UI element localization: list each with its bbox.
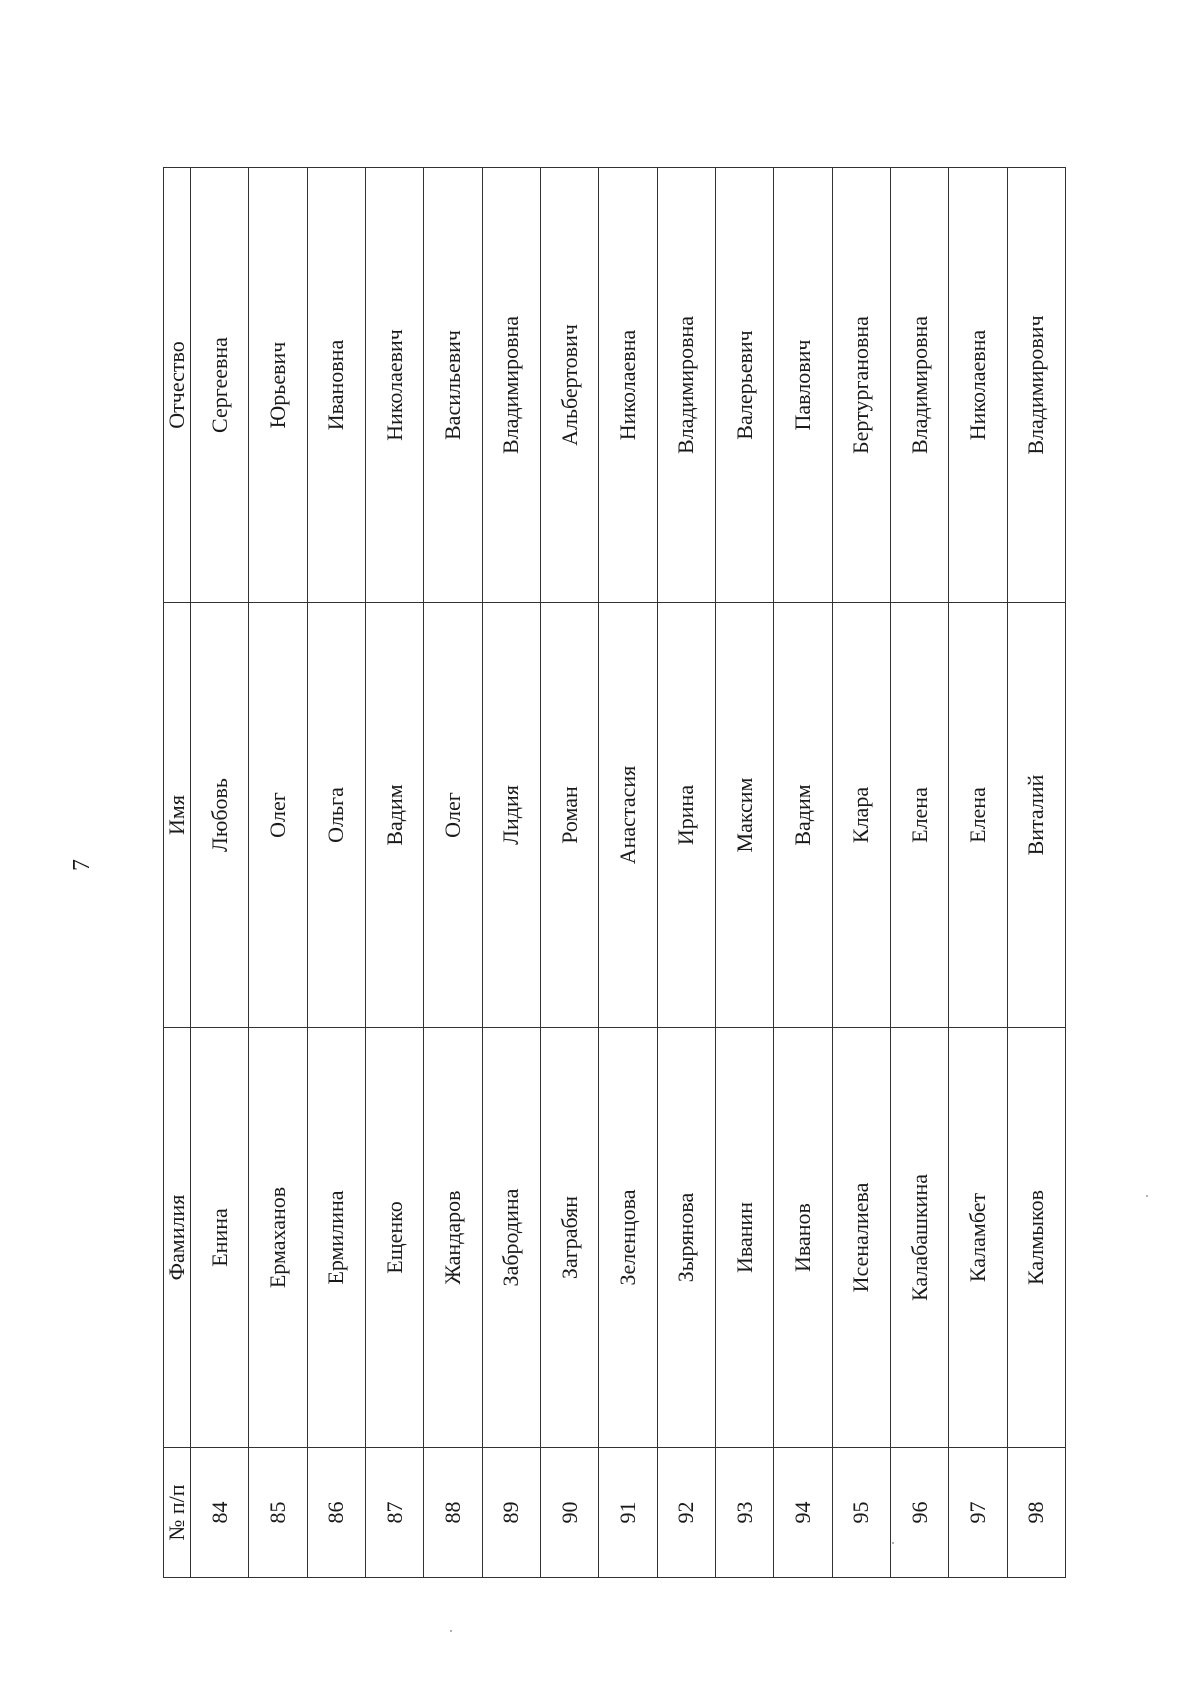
cell-number: 89 bbox=[482, 1448, 540, 1578]
cell-middle-name: Владимировна bbox=[482, 168, 540, 603]
cell-number: 94 bbox=[774, 1448, 832, 1578]
page-number: 7 bbox=[69, 859, 95, 871]
cell-first-name: Елена bbox=[949, 603, 1007, 1028]
cell-first-name: Любовь bbox=[191, 603, 249, 1028]
cell-first-name: Олег bbox=[249, 603, 307, 1028]
cell-middle-name: Владимирович bbox=[1007, 168, 1065, 603]
header-number: № п/п bbox=[164, 1448, 191, 1578]
cell-number: 96 bbox=[890, 1448, 948, 1578]
cell-middle-name: Бертургановна bbox=[832, 168, 890, 603]
cell-first-name: Анастасия bbox=[599, 603, 657, 1028]
cell-number: 91 bbox=[599, 1448, 657, 1578]
cell-first-name: Вадим bbox=[774, 603, 832, 1028]
cell-middle-name: Ивановна bbox=[307, 168, 365, 603]
cell-last-name: Исеналиева bbox=[832, 1028, 890, 1448]
table-row bbox=[249, 168, 307, 1578]
table-body bbox=[191, 168, 1066, 1578]
cell-last-name: Ещенко bbox=[365, 1028, 423, 1448]
table-row bbox=[1007, 168, 1065, 1578]
table-row bbox=[365, 168, 423, 1578]
cell-number: 95 bbox=[832, 1448, 890, 1578]
cell-first-name: Елена bbox=[890, 603, 948, 1028]
cell-last-name: Иванов bbox=[774, 1028, 832, 1448]
cell-last-name: Енина bbox=[191, 1028, 249, 1448]
cell-last-name: Калмыков bbox=[1007, 1028, 1065, 1448]
roster-table-container bbox=[163, 168, 1066, 1578]
cell-middle-name: Сергеевна bbox=[191, 168, 249, 603]
cell-number: 86 bbox=[307, 1448, 365, 1578]
cell-number: 88 bbox=[424, 1448, 482, 1578]
cell-number: 92 bbox=[657, 1448, 715, 1578]
table-row bbox=[949, 168, 1007, 1578]
cell-first-name: Вадим bbox=[365, 603, 423, 1028]
header-middle-name: Отчество bbox=[164, 168, 191, 603]
cell-number: 85 bbox=[249, 1448, 307, 1578]
cell-middle-name: Владимировна bbox=[657, 168, 715, 603]
scan-speck bbox=[1146, 1195, 1148, 1197]
cell-middle-name: Николаевна bbox=[599, 168, 657, 603]
cell-first-name: Клара bbox=[832, 603, 890, 1028]
cell-middle-name: Николаевич bbox=[365, 168, 423, 603]
cell-first-name: Максим bbox=[715, 603, 773, 1028]
cell-last-name: Заграбян bbox=[540, 1028, 598, 1448]
cell-last-name: Ермаханов bbox=[249, 1028, 307, 1448]
header-last-name: Фамилия bbox=[164, 1028, 191, 1448]
table-row bbox=[890, 168, 948, 1578]
cell-first-name: Ирина bbox=[657, 603, 715, 1028]
cell-last-name: Каламбет bbox=[949, 1028, 1007, 1448]
cell-number: 84 bbox=[191, 1448, 249, 1578]
table-header-row bbox=[164, 168, 191, 1578]
cell-number: 97 bbox=[949, 1448, 1007, 1578]
cell-first-name: Ольга bbox=[307, 603, 365, 1028]
scan-speck bbox=[892, 1542, 894, 1544]
cell-middle-name: Васильевич bbox=[424, 168, 482, 603]
cell-first-name: Олег bbox=[424, 603, 482, 1028]
cell-last-name: Забродина bbox=[482, 1028, 540, 1448]
scan-speck bbox=[450, 1630, 452, 1632]
roster-table bbox=[163, 167, 1066, 1578]
table-row bbox=[540, 168, 598, 1578]
table-row bbox=[482, 168, 540, 1578]
cell-first-name: Виталий bbox=[1007, 603, 1065, 1028]
cell-first-name: Роман bbox=[540, 603, 598, 1028]
cell-last-name: Ермилина bbox=[307, 1028, 365, 1448]
cell-number: 90 bbox=[540, 1448, 598, 1578]
cell-middle-name: Владимировна bbox=[890, 168, 948, 603]
table-row bbox=[191, 168, 249, 1578]
cell-middle-name: Валерьевич bbox=[715, 168, 773, 603]
cell-last-name: Зеленцова bbox=[599, 1028, 657, 1448]
cell-last-name: Калабашкина bbox=[890, 1028, 948, 1448]
table-row bbox=[424, 168, 482, 1578]
cell-number: 98 bbox=[1007, 1448, 1065, 1578]
cell-number: 93 bbox=[715, 1448, 773, 1578]
table-row bbox=[307, 168, 365, 1578]
table-row bbox=[657, 168, 715, 1578]
cell-number: 87 bbox=[365, 1448, 423, 1578]
cell-middle-name: Николаевна bbox=[949, 168, 1007, 603]
cell-last-name: Зырянова bbox=[657, 1028, 715, 1448]
header-first-name: Имя bbox=[164, 603, 191, 1028]
cell-middle-name: Юрьевич bbox=[249, 168, 307, 603]
cell-last-name: Жандаров bbox=[424, 1028, 482, 1448]
cell-middle-name: Альбертович bbox=[540, 168, 598, 603]
table-row bbox=[599, 168, 657, 1578]
cell-first-name: Лидия bbox=[482, 603, 540, 1028]
cell-middle-name: Павлович bbox=[774, 168, 832, 603]
table-row bbox=[832, 168, 890, 1578]
cell-last-name: Иванин bbox=[715, 1028, 773, 1448]
table-row bbox=[774, 168, 832, 1578]
table-row bbox=[715, 168, 773, 1578]
